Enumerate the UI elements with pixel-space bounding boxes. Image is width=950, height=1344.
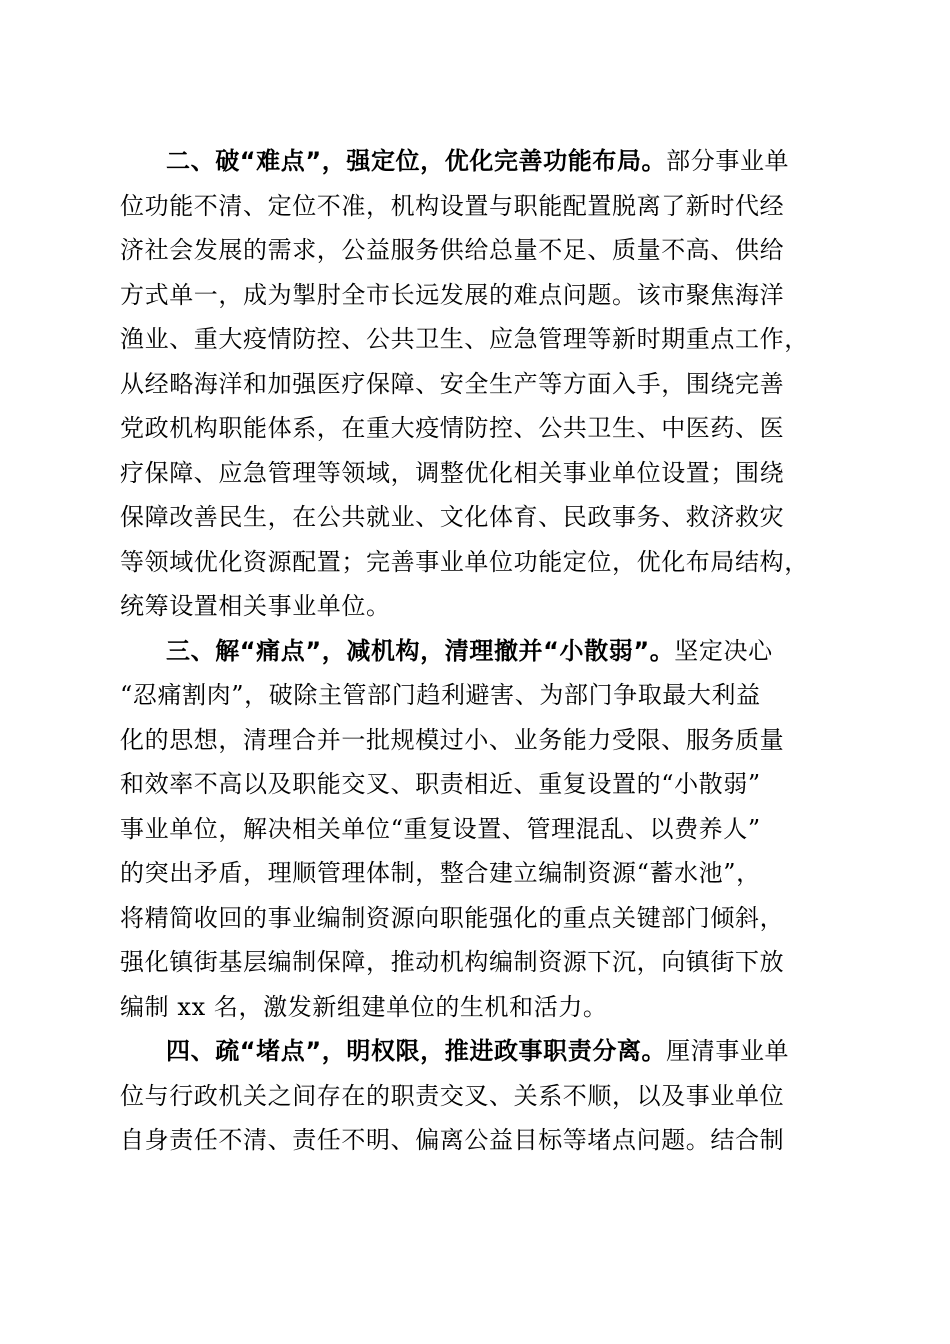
section-2-text: 部分事业单 [666,147,790,175]
paragraph-line: 的突出矛盾，理顺管理体制，整合建立编制资源“蓄水池”， [120,859,761,887]
section-3-first-line [120,629,832,674]
section-3-text: 坚定决心 [674,636,773,665]
paragraph-line: 渔业、重大疫情防控、公共卫生、应急管理等新时期重点工作， [120,325,809,353]
paragraph-line: 方式单一，成为掣肘全市长远发展的难点问题。该市聚焦海洋 [120,280,785,309]
section-3-heading: 三、解“痛点”，减机构，清理撤并“小散弱”。 [166,636,675,665]
paragraph-line: 济社会发展的需求，公益服务供给总量不足、质量不高、供给 [120,236,785,264]
section-2-first-line [120,139,832,184]
section-4-text: 厘清事业单 [666,1037,790,1065]
paragraph-line: 等领域优化资源配置；完善事业单位功能定位，优化布局结构， [120,547,809,576]
paragraph-line: 自身责任不清、责任不明、偏离公益目标等堵点问题。结合制 [120,1126,785,1154]
document-body [120,139,832,1163]
paragraph-line: 疗保障、应急管理等领域，调整优化相关事业单位设置；围绕 [120,458,785,487]
section-4-first-line [120,1029,832,1074]
paragraph-line: 位功能不清、定位不准，机构设置与职能配置脱离了新时代经 [120,191,785,220]
paragraph-line: “忍痛割肉”，破除主管部门趋利避害、为部门争取最大利益 [120,681,761,709]
paragraph-line: 党政机构职能体系，在重大疫情防控、公共卫生、中医药、医 [120,414,785,442]
paragraph-line: 事业单位，解决相关单位“重复设置、管理混乱、以费养人” [120,814,761,843]
paragraph-line: 位与行政机关之间存在的职责交叉、关系不顺，以及事业单位 [120,1081,785,1110]
paragraph-line: 从经略海洋和加强医疗保障、安全生产等方面入手，围绕完善 [120,369,785,398]
paragraph-line: 保障改善民生，在公共就业、文化体育、民政事务、救济救灾 [120,503,785,531]
paragraph-line: 将精简收回的事业编制资源向职能强化的重点关键部门倾斜， [120,903,785,932]
paragraph-line: 强化镇街基层编制保障，推动机构编制资源下沉，向镇街下放 [120,948,785,976]
paragraph-line: 统筹设置相关事业单位。 [120,592,391,620]
section-4-heading: 四、疏“堵点”，明权限，推进政事职责分离。 [166,1037,667,1065]
paragraph-line: 化的思想，清理合并一批规模过小、业务能力受限、服务质量 [120,725,785,754]
paragraph-line: 编制 xx 名，激发新组建单位的生机和活力。 [120,992,608,1021]
section-2-heading: 二、破“难点”，强定位，优化完善功能布局。 [166,147,667,175]
paragraph-line: 和效率不高以及职能交叉、职责相近、重复设置的“小散弱” [120,770,761,798]
